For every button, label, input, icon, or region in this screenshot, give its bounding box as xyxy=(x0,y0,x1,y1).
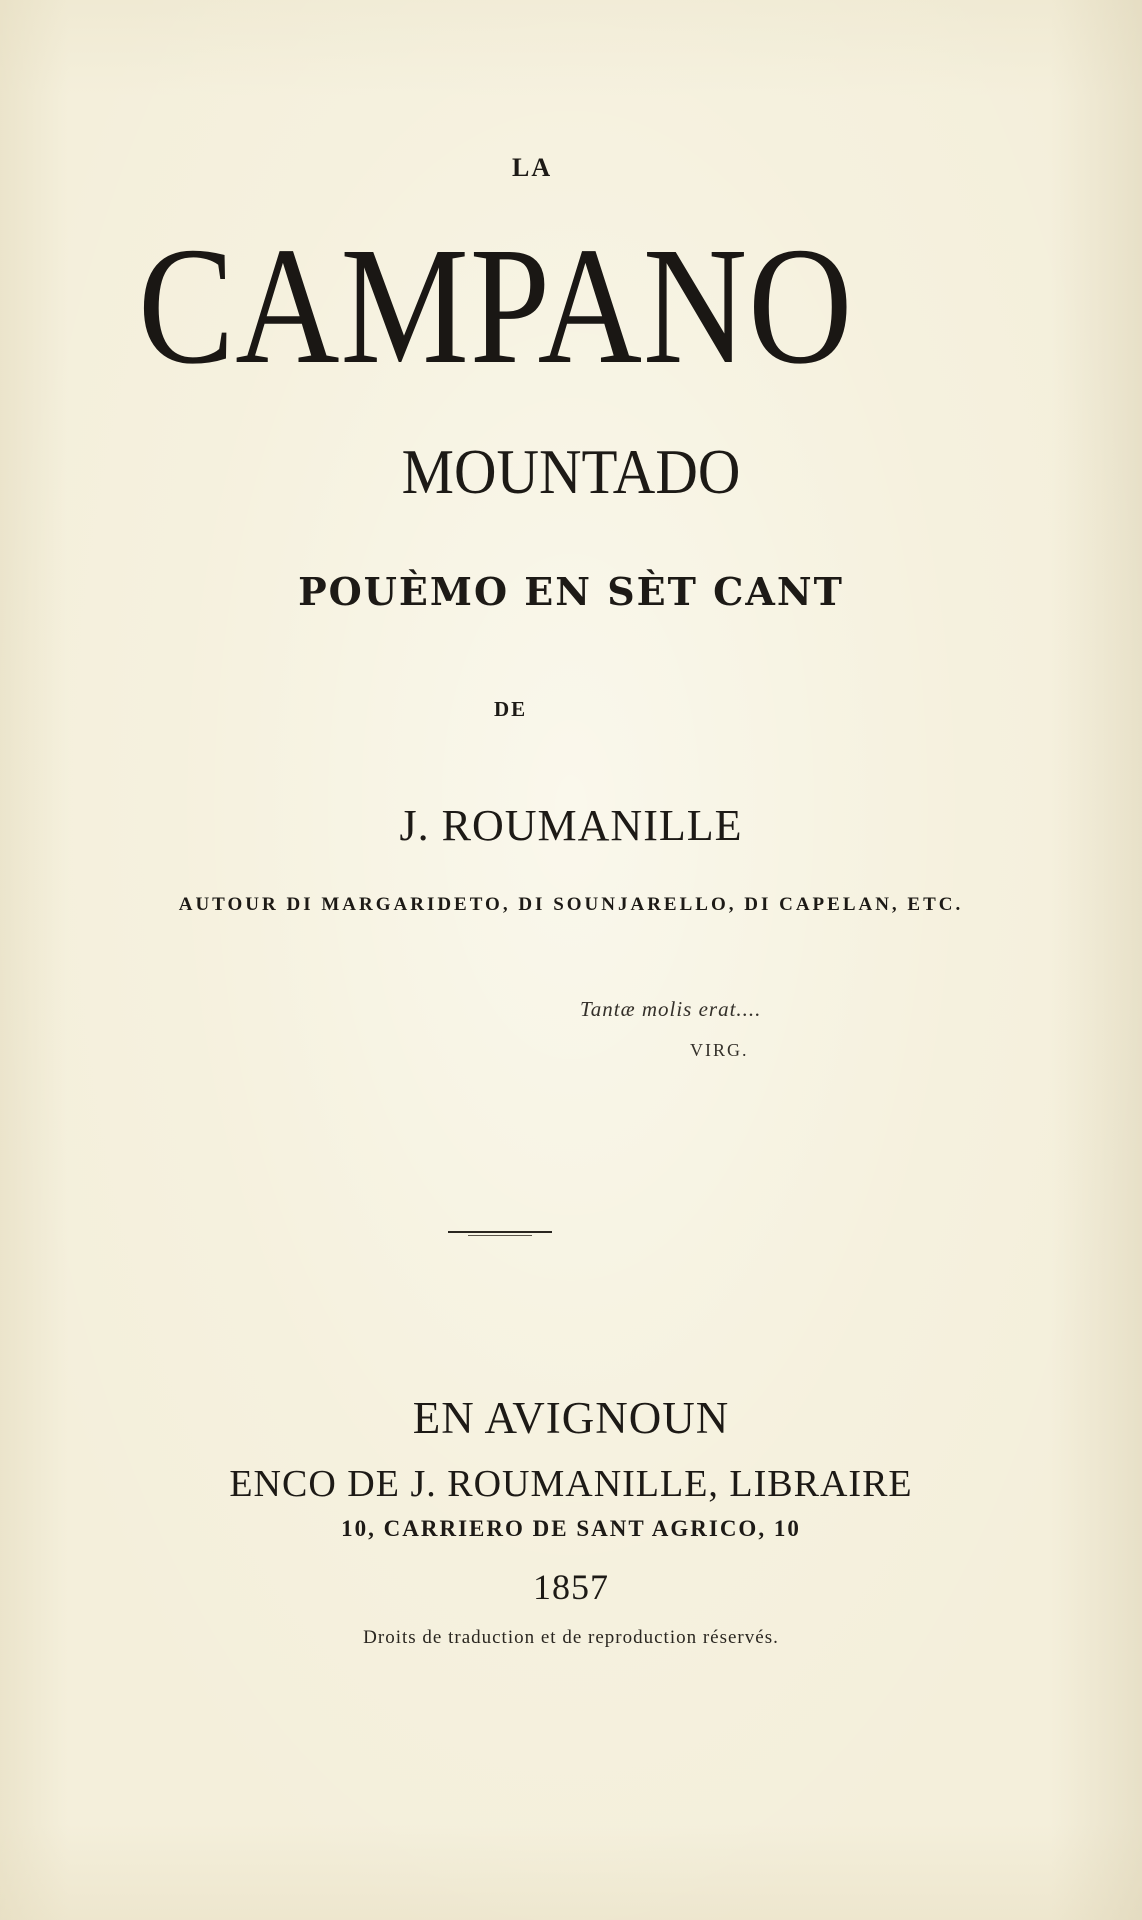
imprint-publisher: ENCO DE J. ROUMANILLE, LIBRAIRE xyxy=(229,1463,913,1505)
divider-rule xyxy=(448,1231,552,1233)
subtitle: MOUNTADO xyxy=(401,436,741,507)
imprint-city: EN AVIGNOUN xyxy=(412,1393,730,1443)
genre-line: POUÈMO EN SÈT CANT xyxy=(298,569,844,614)
epigraph-attribution: VIRG. xyxy=(690,1040,749,1060)
author-works: AUTOUR DI MARGARIDETO, DI SOUNJARELLO, DI CAPELAN, ETC. xyxy=(178,894,964,915)
title-article: LA xyxy=(512,153,553,182)
by-label: DE xyxy=(494,697,528,721)
epigraph-text: Tantæ molis erat.... xyxy=(580,997,762,1021)
main-title: CAMPANO xyxy=(138,213,854,399)
rights-notice: Droits de traduction et de reproduction réservés. xyxy=(363,1627,779,1648)
author-name: J. ROUMANILLE xyxy=(399,801,743,850)
imprint-address: 10, CARRIERO DE SANT AGRICO, 10 xyxy=(341,1516,801,1541)
imprint-year: 1857 xyxy=(533,1567,609,1607)
